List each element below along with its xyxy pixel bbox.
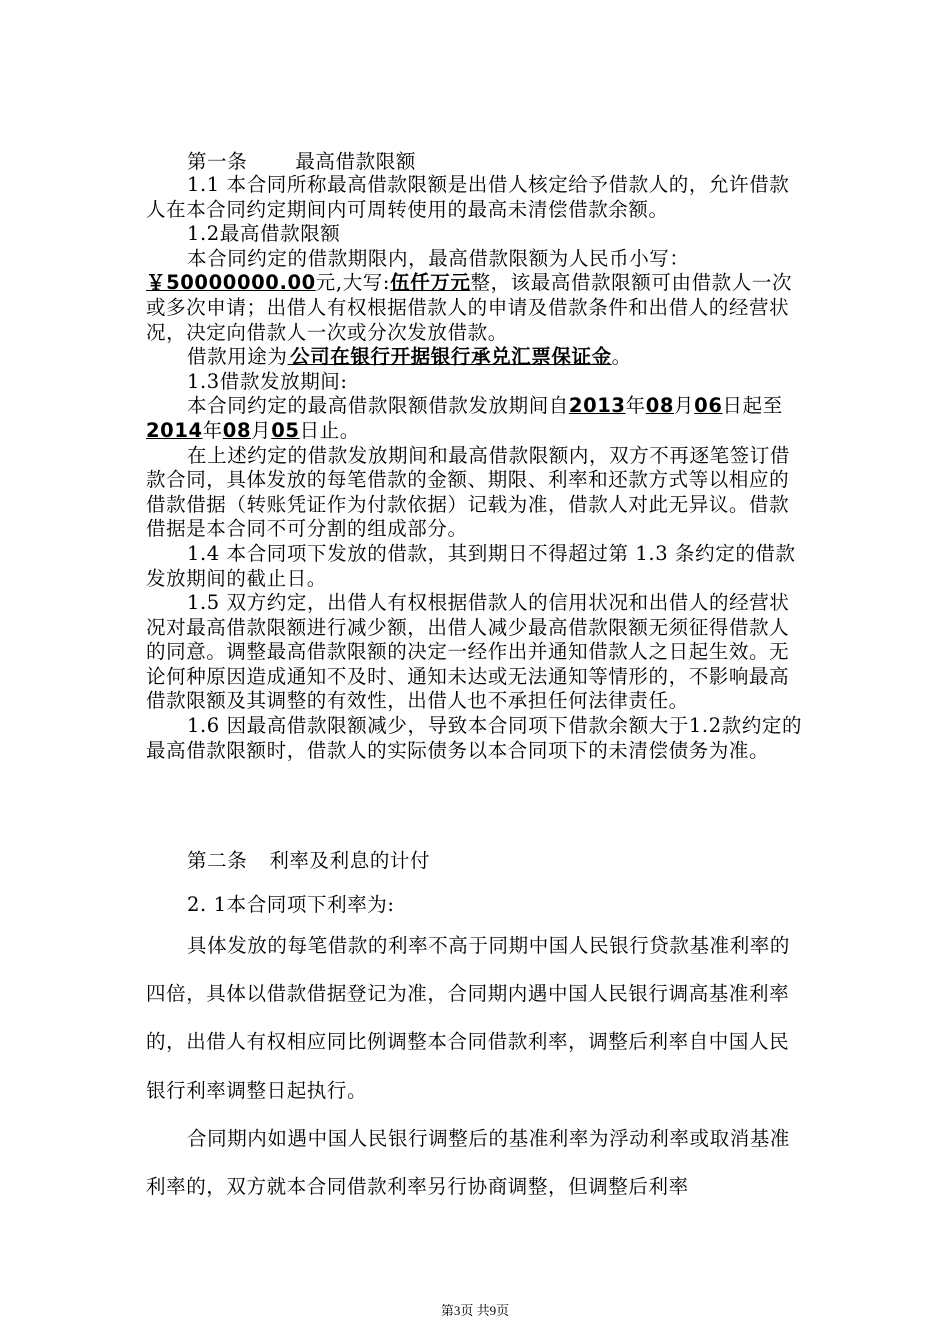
clause-2-1-rate: 具体发放的每笔借款的利率不高于同期中国人民银行贷款基准利率的四倍，具体以借款借据登记为准，合同期内遇中国人民银行调高基准利率的，出借人有权相应同比例调整本合同借款利率，调整后利率自中国人民银行利率调整日起执行。 — [146, 934, 791, 1102]
clause-1-3-heading: 1.3借款发放期间: — [187, 369, 348, 393]
article2-body — [146, 922, 806, 1211]
clause-1-5: 1.5 双方约定，出借人有权根据借款人的信用状况和出借人的经营状况对最高借款限额进行减少额，出借人减少最高借款限额无须征得借款人的同意。调整最高借款限额的决定一经作出并通知借款人之日起生效。无论何种原因造成通知不及时、通知未达或无法通知等情形的，不影响最高借款限额及其调整的有效性，出借人也不承担任何法律责任。 — [146, 591, 790, 713]
article2-title: 第二条 利率及利息的计付 — [187, 849, 431, 872]
end-day: 05 — [271, 418, 300, 442]
article1-title: 第一条 最高借款限额 — [187, 150, 416, 173]
clause-2-1-heading: 2. 1本合同项下利率为: — [187, 893, 395, 916]
clause-1-4: 1.4 本合同项下发放的借款，其到期日不得超过第 1.3 条约定的借款发放期间的截止日。 — [146, 541, 796, 590]
end-year: 2014 — [146, 418, 203, 442]
page-footer: 第3页 共9页 — [440, 1303, 510, 1318]
clause-1-1: 1.1 本合同所称最高借款限额是出借人核定给予借款人的，允许借款人在本合同约定期间内可周转使用的最高未清偿借款余额。 — [146, 173, 790, 221]
clause-1-2: 本合同约定的借款期限内，最高借款限额为人民币小写：￥50000000.00元,大写:伍仟万元整，该最高借款限额可由借款人一次或多次申请；出借人有权根据借款人的申请及借款条件和出借人的经营状况，决定向借款人一次或分次发放借款。 — [146, 246, 793, 344]
start-month: 08 — [645, 394, 675, 418]
end-month: 08 — [222, 418, 252, 442]
clause-2-1-floating: 合同期内如遇中国人民银行调整后的基准利率为浮动利率或取消基准利率的，双方就本合同借款利率另行协商调整，但调整后利率 — [146, 1126, 791, 1199]
clause-1-3-period: 本合同约定的最高借款限额借款发放期间自2013年08月06日起至2014年08月05日止。 — [146, 394, 783, 442]
clause-1-6: 1.6 因最高借款限额减少，导致本合同项下借款余额大于1.2款约定的最高借款限额时，借款人的实际债务以本合同项下的未清偿债务为准。 — [146, 714, 803, 762]
start-year: 2013 — [568, 394, 626, 418]
clause-1-3-detail: 在上述约定的借款发放期间和最高借款限额内，双方不再逐笔签订借款合同，具体发放的每笔借款的金额、期限、利率和还款方式等以相应的借款借据（转账凭证作为付款依据）记载为准，借款人对此无异议。借款借据是本合同不可分割的组成部分。 — [146, 443, 791, 541]
clause-1-2-heading: 1.2最高借款限额 — [187, 222, 341, 246]
loan-purpose: 借款用途为 公司在银行开据银行承兑汇票保证金。 — [187, 345, 632, 369]
start-day: 06 — [694, 394, 723, 418]
amount-number: ￥50000000.00 — [146, 271, 316, 295]
amount-words: 伍仟万元 — [390, 271, 471, 295]
article1-body — [146, 173, 806, 763]
purpose-value: 公司在银行开据银行承兑汇票保证金 — [290, 345, 612, 369]
